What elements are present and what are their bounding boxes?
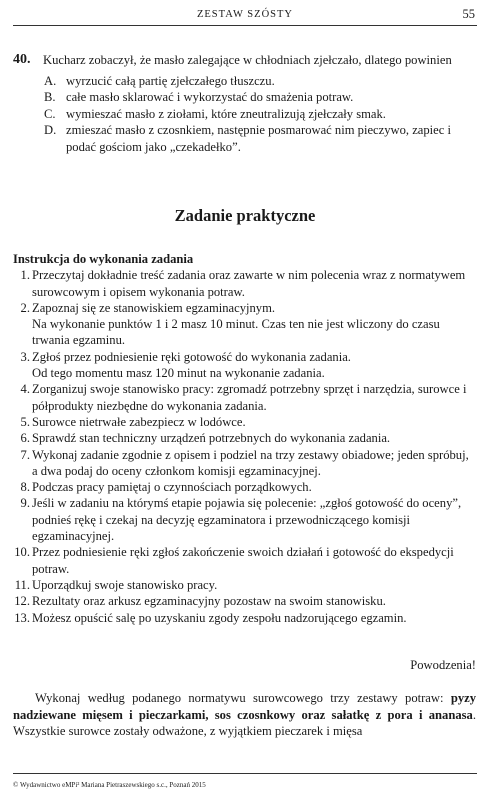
page-header xyxy=(13,4,477,26)
answer-option-c xyxy=(44,106,476,123)
step-text: Przeczytaj dokładnie treść zadania oraz zawarte w nim polecenia wraz z normatywem surowcowym i opisem wykonania potraw. xyxy=(32,268,466,299)
instruction-step-3 xyxy=(13,349,476,382)
step-number: 4. xyxy=(20,382,30,397)
instruction-steps xyxy=(13,267,476,626)
answer-options xyxy=(44,73,476,156)
step-text: Sprawdź stan techniczny urządzeń potrzebnych do wykonania zadania. xyxy=(32,431,391,446)
instruction-step-5 xyxy=(13,414,476,430)
step-number: 5. xyxy=(20,414,30,429)
option-text: wymieszać masło z ziołami, które zneutralizują zjełczały smak. xyxy=(66,106,386,121)
step-number: 6. xyxy=(20,431,30,446)
option-text: wyrzucić całą partię zjełczałego tłuszczu. xyxy=(66,73,275,88)
instruction-step-4 xyxy=(13,381,476,414)
option-letter: C. xyxy=(44,106,56,121)
signoff: Powodzenia! xyxy=(410,658,476,672)
task-description-intro: Wykonaj według podanego normatywu surowcowego trzy zestawy potraw: xyxy=(35,691,444,705)
instruction-step-10 xyxy=(13,544,476,577)
running-head-title: ZESTAW SZÓSTY xyxy=(196,9,293,20)
option-text: zmieszać masło z czosnkiem, następnie posmarować nim pieczywo, zapiec i podać gościom jako „czekadełko”. xyxy=(66,123,452,154)
answer-option-a xyxy=(44,73,476,90)
instruction-step-13 xyxy=(13,610,476,626)
option-letter: B. xyxy=(44,90,56,105)
task-description-rest: . Wszystkie surowce zostały odważone, z wyjątkiem pieczarek i mięsa xyxy=(13,707,476,739)
question-40 xyxy=(13,52,476,156)
instruction-step-1 xyxy=(13,267,476,300)
step-text: Przez podniesienie ręki zgłoś zakończenie swoich działań i gotowość do ekspedycji potraw. xyxy=(32,545,454,576)
step-text: Uporządkuj swoje stanowisko pracy. xyxy=(32,577,218,592)
step-number: 10. xyxy=(14,545,30,560)
step-text: Jeśli w zadaniu na którymś etapie pojawia się polecenie: „zgłoś gotowość do oceny”, podnieś rękę i czekaj na decyzję egzaminatora i przewodniczącego komisji egzaminacyjnej. xyxy=(32,496,462,544)
question-text: Kucharz zobaczył, że masło zalegające w chłodniach zjełczało, dlatego powinien xyxy=(43,53,452,67)
answer-option-b xyxy=(44,89,476,106)
instruction-step-11 xyxy=(13,577,476,593)
step-number: 11. xyxy=(14,577,30,592)
step-number: 7. xyxy=(20,447,30,462)
step-text-continued: Od tego momentu masz 120 minut na wykonanie zadania. xyxy=(32,366,325,381)
step-text: Zgłoś przez podniesienie ręki gotowość do wykonania zadania. xyxy=(32,349,351,364)
step-text-continued: Na wykonanie punktów 1 i 2 masz 10 minut. Czas ten nie jest wliczony do czasu trwania egzaminu. xyxy=(32,317,440,348)
step-number: 3. xyxy=(20,349,30,364)
instruction-step-6 xyxy=(13,430,476,446)
step-text: Surowce nietrwałe zabezpiecz w lodówce. xyxy=(32,414,246,429)
instructions xyxy=(13,251,476,626)
instruction-step-12 xyxy=(13,593,476,609)
page-number: 55 xyxy=(462,7,475,21)
task-description xyxy=(13,690,476,740)
step-text: Zorganizuj swoje stanowisko pracy: zgromadź potrzebny sprzęt i narzędzia, surowce i półprodukty niezbędne do wykonania zadania. xyxy=(32,382,467,413)
step-number: 2. xyxy=(20,300,30,315)
step-number: 13. xyxy=(14,610,30,625)
answer-option-d xyxy=(44,122,476,155)
option-text: całe masło sklarować i wykorzystać do smażenia potraw. xyxy=(66,90,354,105)
instructions-title: Instrukcja do wykonania zadania xyxy=(13,252,194,266)
step-text: Zapoznaj się ze stanowiskiem egzaminacyjnym. xyxy=(32,300,276,315)
instruction-step-7 xyxy=(13,447,476,480)
step-text: Możesz opuścić salę po uzyskaniu zgody zespołu nadzorującego egzamin. xyxy=(32,610,407,625)
option-letter: A. xyxy=(44,73,57,88)
instruction-step-9 xyxy=(13,495,476,544)
instruction-step-2 xyxy=(13,300,476,349)
step-text: Podczas pracy pamiętaj o czynnościach porządkowych. xyxy=(32,480,312,495)
step-text: Wykonaj zadanie zgodnie z opisem i podziel na trzy zestawy obiadowe; jeden spróbuj, a dwa podaj do oceny członkom komisji egzaminacyjnej. xyxy=(32,447,469,478)
step-number: 8. xyxy=(20,480,30,495)
option-letter: D. xyxy=(44,123,57,138)
task-dishes: pyzy nadziewane mięsem i pieczarkami, sos czosnkowy oraz sałatkę z pora i ananasa xyxy=(13,691,476,722)
step-number: 9. xyxy=(20,496,30,511)
step-text: Rezultaty oraz arkusz egzaminacyjny pozostaw na swoim stanowisku. xyxy=(32,594,386,609)
step-number: 12. xyxy=(14,594,30,609)
copyright-footer: © Wydawnictwo eMPi² Mariana Pietraszewskiego s.c., Poznań 2015 xyxy=(13,773,477,789)
instruction-step-8 xyxy=(13,479,476,495)
question-number: 40. xyxy=(13,52,31,67)
step-number: 1. xyxy=(20,268,30,283)
section-title: Zadanie praktyczne xyxy=(174,206,316,225)
